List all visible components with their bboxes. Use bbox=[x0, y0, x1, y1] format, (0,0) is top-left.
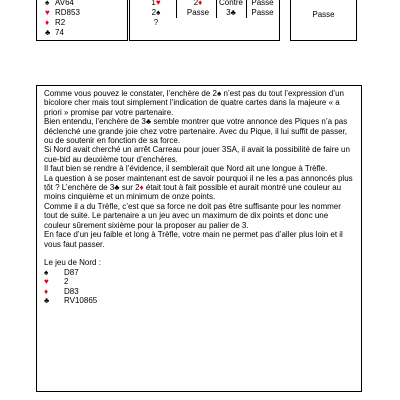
text: était tout à fait possible et aurait montré une couleur au moins cinquième et un minimum de onze points. bbox=[44, 183, 342, 202]
club-icon: ♣ bbox=[230, 8, 236, 17]
club-icon: ♣ bbox=[145, 117, 152, 127]
bid-text: Passe bbox=[186, 8, 210, 17]
north-row-heart bbox=[44, 277, 355, 286]
paragraph: Si Nord avait cherché un arrêt Carreau pour jouer 3SA, il avait la possibilité de faire un cue-bid au deuxième tour d’enchères. bbox=[44, 145, 350, 164]
bid-level: 3 bbox=[226, 8, 231, 17]
club-icon: ♣ bbox=[44, 295, 50, 305]
bid-level: 2 bbox=[151, 8, 157, 17]
diamond-icon: ♦ bbox=[44, 286, 49, 296]
spade-icon: ♠ bbox=[156, 8, 161, 17]
north-cards: D87 bbox=[64, 267, 79, 277]
bid-question: ? bbox=[153, 18, 159, 27]
bid-text: Passe bbox=[251, 8, 274, 17]
bid-column-3 bbox=[216, 0, 246, 18]
right-card-text: Passe bbox=[312, 10, 335, 19]
heart-icon: ♥ bbox=[44, 277, 49, 287]
text: n’est pas du tout l’expression d’un bicolore cher mais tout simplement l’indication de quatre cartes dans la majeure « a priori » promise par votre partenaire. bbox=[44, 89, 344, 117]
club-icon: ♣ bbox=[45, 28, 51, 37]
bid-column-4 bbox=[246, 0, 279, 18]
hand-row-club bbox=[45, 28, 64, 38]
spade-icon: ♠ bbox=[45, 0, 50, 7]
north-hand-title: Le jeu de Nord : bbox=[44, 258, 101, 268]
diamond-icon: ♦ bbox=[139, 183, 144, 193]
hand-row-spade bbox=[45, 0, 74, 8]
hand-card bbox=[36, 0, 128, 41]
bid-level: 2 bbox=[193, 0, 199, 7]
hand-row-diamond bbox=[45, 18, 65, 28]
text: sur 2 bbox=[119, 183, 140, 193]
paragraph bbox=[44, 174, 355, 202]
north-row-spade bbox=[44, 268, 355, 277]
paragraph bbox=[44, 117, 355, 145]
bid-level: 1 bbox=[151, 0, 156, 7]
diamond-icon: ♦ bbox=[198, 0, 203, 7]
spade-icon: ♠ bbox=[44, 267, 49, 277]
paragraph: Comme il a du Trèfle, c’est que sa force ne doit pas être suffisante pour les nommer tout de suite. Le partenaire a un jeu avec un maximum de dix points et donc une couleur sûrement sixième pour la proposer au palier de 3. bbox=[44, 201, 341, 230]
hand-cards: R2 bbox=[55, 18, 66, 27]
heart-icon: ♥ bbox=[45, 8, 50, 17]
paragraph: Il faut bien se rendre à l’évidence, il semblerait que Nord ait une longue à Trèfle. bbox=[44, 164, 328, 174]
paragraph: En face d’un jeu faible et long à Trèfle, votre main ne permet pas d’aller plus loin et il vous faut passer. bbox=[44, 230, 343, 249]
text: semble montrer que votre annonce des Piques n’a pas déclenché une grande joie chez votre partenaire. Avec du Pique, il lui suffit de passer, ou de soutenir en fonction de sa force. bbox=[44, 117, 348, 146]
text: Bien entendu, l’enchère de 3 bbox=[44, 117, 146, 127]
bid-column-2 bbox=[180, 0, 216, 18]
spade-icon: ♠ bbox=[216, 89, 222, 98]
bid-text: Passe bbox=[251, 0, 274, 7]
bid-column-1 bbox=[146, 0, 166, 28]
divider bbox=[176, 0, 177, 18]
text: La question à se poser maintenant est de savoir pourquoi il ne les a pas annoncés plus tôt ? L’enchère de 3 bbox=[44, 173, 353, 193]
hand-row-heart bbox=[45, 8, 80, 18]
text: Comme vous pouvez le constater, l’enchère de 2 bbox=[44, 89, 217, 98]
north-cards: D83 bbox=[64, 286, 79, 296]
right-card bbox=[290, 0, 357, 41]
hand-cards: AV64 bbox=[55, 0, 74, 7]
club-icon: ♣ bbox=[114, 183, 120, 193]
diamond-icon: ♦ bbox=[45, 18, 50, 27]
paragraph bbox=[44, 89, 355, 117]
bidding-table bbox=[129, 0, 280, 41]
north-cards: 2 bbox=[64, 277, 69, 287]
north-row-diamond bbox=[44, 287, 355, 296]
bid-text: Contre bbox=[218, 0, 243, 7]
hand-cards: RD853 bbox=[55, 8, 80, 17]
hand-cards: 74 bbox=[55, 28, 64, 37]
north-cards: RV10865 bbox=[64, 295, 98, 305]
commentary-box bbox=[36, 85, 362, 392]
north-row-club bbox=[44, 296, 355, 305]
heart-icon: ♥ bbox=[155, 0, 161, 7]
north-hand bbox=[44, 268, 355, 306]
